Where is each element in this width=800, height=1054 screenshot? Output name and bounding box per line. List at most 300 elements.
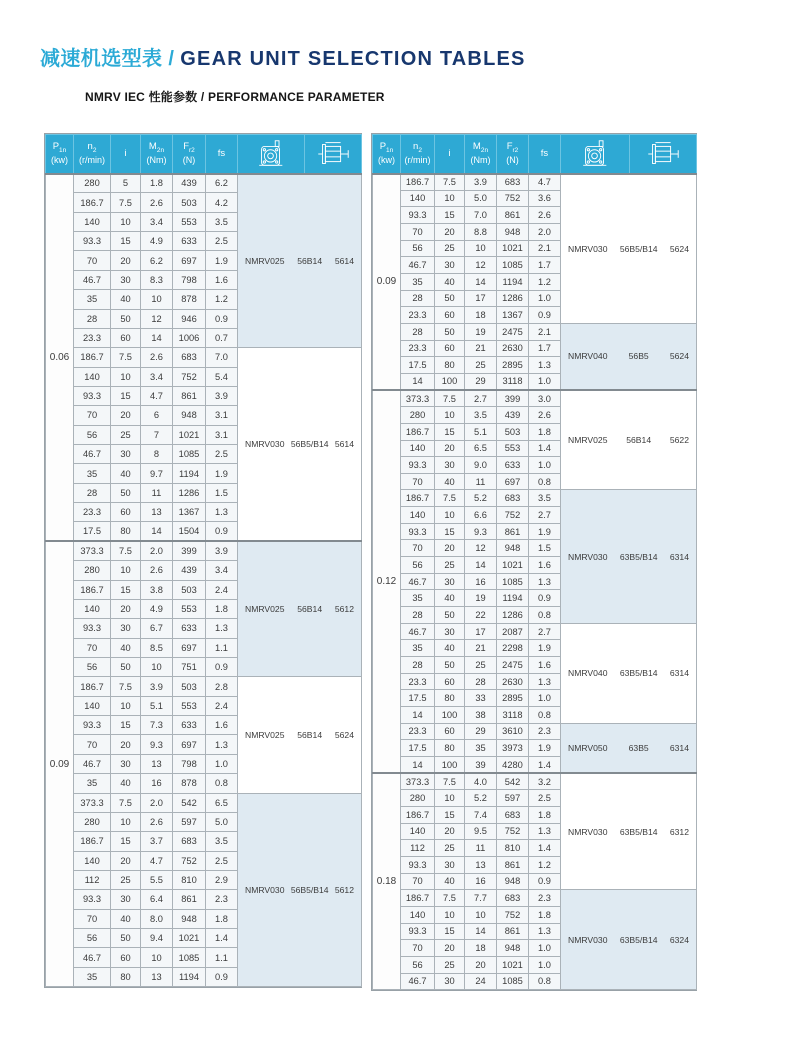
ratio-cell: 10 bbox=[111, 812, 141, 831]
radial-force-cell: 597 bbox=[173, 812, 206, 831]
gearbox-model: NMRV040 bbox=[568, 668, 608, 679]
ratio-cell: 80 bbox=[111, 522, 141, 541]
torque-cell: 5.1 bbox=[141, 696, 173, 715]
ratio-cell: 40 bbox=[435, 473, 465, 490]
service-factor-cell: 1.3 bbox=[529, 357, 561, 374]
ratio-cell: 80 bbox=[435, 690, 465, 707]
service-factor-cell: 6.2 bbox=[206, 174, 238, 193]
service-factor-cell: 1.8 bbox=[529, 806, 561, 823]
n2-cell: 186.7 bbox=[74, 832, 111, 851]
radial-force-cell: 683 bbox=[497, 890, 529, 907]
n2-cell: 46.7 bbox=[74, 948, 111, 967]
n2-cell: 373.3 bbox=[401, 773, 435, 790]
torque-cell: 5.2 bbox=[465, 490, 497, 507]
header-subscript: r2 bbox=[512, 147, 519, 155]
torque-cell: 19 bbox=[465, 323, 497, 340]
n2-cell: 93.3 bbox=[74, 890, 111, 909]
header-symbol: fs bbox=[540, 148, 549, 160]
radial-force-cell: 697 bbox=[173, 638, 206, 657]
radial-force-cell: 2895 bbox=[497, 357, 529, 374]
ratio-cell: 40 bbox=[111, 909, 141, 928]
service-factor-cell: 1.3 bbox=[529, 573, 561, 590]
model-cell bbox=[238, 677, 362, 793]
n2-cell: 93.3 bbox=[74, 619, 111, 638]
ratio-cell: 15 bbox=[435, 923, 465, 940]
service-factor-cell: 2.5 bbox=[206, 851, 238, 870]
radial-force-cell: 1085 bbox=[497, 573, 529, 590]
header-symbol: i bbox=[448, 148, 451, 160]
ratio-cell: 40 bbox=[435, 873, 465, 890]
service-factor-cell: 2.5 bbox=[206, 232, 238, 251]
torque-cell: 9.3 bbox=[465, 523, 497, 540]
n2-cell: 35 bbox=[74, 290, 111, 309]
model-cell bbox=[561, 890, 697, 990]
service-factor-cell: 2.3 bbox=[529, 890, 561, 907]
ratio-cell: 50 bbox=[435, 657, 465, 674]
torque-cell: 17 bbox=[465, 290, 497, 307]
model-cell-content bbox=[561, 935, 696, 945]
service-factor-cell: 5.4 bbox=[206, 367, 238, 386]
power-cell: 0.12 bbox=[373, 390, 401, 773]
torque-cell: 38 bbox=[465, 707, 497, 724]
torque-cell: 6.4 bbox=[141, 890, 173, 909]
service-factor-cell: 6.5 bbox=[206, 793, 238, 812]
table-row bbox=[373, 174, 697, 191]
gearbox-model: NMRV050 bbox=[568, 742, 608, 753]
n2-cell: 280 bbox=[74, 174, 111, 193]
header-unit: (N) bbox=[506, 154, 519, 165]
n2-cell: 140 bbox=[74, 599, 111, 618]
torque-cell: 6.7 bbox=[141, 619, 173, 638]
table-row bbox=[373, 390, 697, 407]
col-header-fr2 bbox=[173, 135, 206, 174]
ratio-cell: 40 bbox=[435, 640, 465, 657]
radial-force-cell: 503 bbox=[173, 677, 206, 696]
torque-cell: 3.4 bbox=[141, 212, 173, 231]
ratio-cell: 50 bbox=[111, 483, 141, 502]
torque-cell: 24 bbox=[465, 973, 497, 990]
radial-force-cell: 1194 bbox=[497, 273, 529, 290]
service-factor-cell: 1.2 bbox=[206, 290, 238, 309]
torque-cell: 12 bbox=[465, 257, 497, 274]
torque-cell: 14 bbox=[141, 328, 173, 347]
service-factor-cell: 0.9 bbox=[206, 522, 238, 541]
model-cell-content bbox=[238, 604, 361, 614]
n2-cell: 17.5 bbox=[401, 740, 435, 757]
header-subscript: 2n bbox=[156, 147, 165, 155]
service-factor-cell: 3.6 bbox=[529, 190, 561, 207]
torque-cell: 33 bbox=[465, 690, 497, 707]
table-row bbox=[373, 623, 697, 640]
radial-force-cell: 399 bbox=[497, 390, 529, 407]
service-factor-cell: 4.2 bbox=[206, 193, 238, 212]
header-symbol: i bbox=[124, 148, 127, 160]
service-factor-cell: 0.9 bbox=[529, 307, 561, 324]
header-symbol: M bbox=[472, 141, 481, 153]
torque-cell: 14 bbox=[465, 273, 497, 290]
radial-force-cell: 3118 bbox=[497, 707, 529, 724]
torque-cell: 4.7 bbox=[141, 386, 173, 405]
header-symbol: F bbox=[183, 141, 190, 153]
service-factor-cell: 2.3 bbox=[529, 723, 561, 740]
torque-cell: 7.7 bbox=[465, 890, 497, 907]
service-factor-cell: 3.5 bbox=[206, 832, 238, 851]
torque-cell: 9.0 bbox=[465, 457, 497, 474]
n2-cell: 93.3 bbox=[401, 457, 435, 474]
radial-force-cell: 752 bbox=[497, 190, 529, 207]
n2-cell: 46.7 bbox=[74, 754, 111, 773]
subtitle: NMRV IEC 性能参数 / PERFORMANCE PARAMETER bbox=[85, 90, 385, 104]
header-unit: (Nm) bbox=[470, 154, 491, 165]
radial-force-cell: 1021 bbox=[497, 557, 529, 574]
n2-cell: 28 bbox=[401, 607, 435, 624]
page-title bbox=[40, 42, 526, 71]
flange-size: 63B5/B14 bbox=[619, 934, 658, 945]
n2-cell: 93.3 bbox=[401, 523, 435, 540]
ratio-cell: 80 bbox=[435, 357, 465, 374]
n2-cell: 140 bbox=[401, 190, 435, 207]
service-factor-cell: 1.9 bbox=[206, 251, 238, 270]
ratio-cell: 100 bbox=[435, 373, 465, 390]
torque-cell: 2.6 bbox=[141, 193, 173, 212]
model-cell bbox=[561, 623, 697, 723]
header-symbol: fs bbox=[217, 148, 226, 160]
header-symbol: n bbox=[413, 141, 419, 153]
torque-cell: 9.5 bbox=[465, 823, 497, 840]
radial-force-cell: 878 bbox=[173, 290, 206, 309]
gear-table-right bbox=[371, 133, 697, 991]
torque-cell: 5.1 bbox=[465, 423, 497, 440]
torque-cell: 17 bbox=[465, 623, 497, 640]
n2-cell: 280 bbox=[401, 790, 435, 807]
n2-cell: 23.3 bbox=[401, 307, 435, 324]
radial-force-cell: 633 bbox=[497, 457, 529, 474]
service-factor-cell: 3.2 bbox=[529, 773, 561, 790]
ratio-cell: 50 bbox=[111, 929, 141, 948]
radial-force-cell: 683 bbox=[497, 806, 529, 823]
radial-force-cell: 752 bbox=[497, 823, 529, 840]
service-factor-cell: 0.8 bbox=[529, 607, 561, 624]
torque-cell: 2.0 bbox=[141, 793, 173, 812]
service-factor-cell: 2.7 bbox=[529, 507, 561, 524]
radial-force-cell: 2475 bbox=[497, 657, 529, 674]
header-subscript: 2n bbox=[480, 147, 489, 155]
n2-cell: 56 bbox=[74, 657, 111, 676]
flange-size: 63B5/B14 bbox=[619, 551, 658, 562]
torque-cell: 3.8 bbox=[141, 580, 173, 599]
ratio-cell: 50 bbox=[435, 607, 465, 624]
service-factor-cell: 1.0 bbox=[529, 457, 561, 474]
service-factor-cell: 1.5 bbox=[206, 483, 238, 502]
n2-cell: 93.3 bbox=[401, 923, 435, 940]
n2-cell: 35 bbox=[401, 273, 435, 290]
service-factor-cell: 3.9 bbox=[206, 541, 238, 560]
radial-force-cell: 946 bbox=[173, 309, 206, 328]
radial-force-cell: 798 bbox=[173, 754, 206, 773]
n2-cell: 23.3 bbox=[401, 723, 435, 740]
torque-cell: 5.0 bbox=[465, 190, 497, 207]
table-row bbox=[46, 677, 362, 696]
header-subscript: 1n bbox=[59, 147, 67, 155]
gearbox-model: NMRV040 bbox=[568, 351, 608, 362]
header-subscript: 1n bbox=[386, 147, 394, 155]
torque-cell: 10 bbox=[141, 948, 173, 967]
radial-force-cell: 597 bbox=[497, 790, 529, 807]
torque-cell: 12 bbox=[465, 540, 497, 557]
radial-force-cell: 683 bbox=[173, 348, 206, 367]
n2-cell: 28 bbox=[74, 483, 111, 502]
service-factor-cell: 1.6 bbox=[529, 557, 561, 574]
model-cell-content bbox=[561, 552, 696, 562]
torque-cell: 3.9 bbox=[465, 174, 497, 191]
radial-force-cell: 1021 bbox=[173, 425, 206, 444]
ratio-cell: 7.5 bbox=[111, 193, 141, 212]
power-cell: 0.09 bbox=[46, 541, 74, 986]
ratio-cell: 25 bbox=[435, 557, 465, 574]
torque-cell: 8.0 bbox=[141, 909, 173, 928]
ratio-cell: 50 bbox=[435, 323, 465, 340]
flange-size: 63B5/B14 bbox=[619, 826, 658, 837]
radial-force-cell: 683 bbox=[497, 174, 529, 191]
power-cell: 0.18 bbox=[373, 773, 401, 990]
header-subscript: 2 bbox=[418, 147, 422, 155]
torque-cell: 21 bbox=[465, 340, 497, 357]
ratio-cell: 30 bbox=[435, 623, 465, 640]
radial-force-cell: 503 bbox=[173, 580, 206, 599]
ratio-cell: 15 bbox=[111, 386, 141, 405]
n2-cell: 23.3 bbox=[401, 340, 435, 357]
model-cell-content bbox=[561, 827, 696, 837]
ratio-cell: 10 bbox=[111, 367, 141, 386]
torque-cell: 10 bbox=[465, 906, 497, 923]
torque-cell: 25 bbox=[465, 357, 497, 374]
worm-gearbox-front-icon bbox=[561, 135, 630, 174]
torque-cell: 4.7 bbox=[141, 851, 173, 870]
n2-cell: 46.7 bbox=[401, 623, 435, 640]
ratio-cell: 25 bbox=[435, 840, 465, 857]
n2-cell: 46.7 bbox=[401, 973, 435, 990]
header-symbol: F bbox=[506, 141, 513, 153]
service-factor-cell: 0.8 bbox=[529, 707, 561, 724]
ratio-cell: 7.5 bbox=[435, 490, 465, 507]
torque-cell: 9.7 bbox=[141, 464, 173, 483]
n2-cell: 186.7 bbox=[401, 174, 435, 191]
gearbox-model: NMRV030 bbox=[568, 826, 608, 837]
n2-cell: 14 bbox=[401, 756, 435, 773]
ratio-cell: 7.5 bbox=[435, 174, 465, 191]
col-header-p1n bbox=[46, 135, 74, 174]
service-factor-cell: 2.8 bbox=[206, 677, 238, 696]
gearbox-motor-side-icon bbox=[630, 135, 697, 174]
service-factor-cell: 2.3 bbox=[206, 890, 238, 909]
gear-table-left bbox=[44, 133, 362, 988]
radial-force-cell: 683 bbox=[173, 832, 206, 851]
service-factor-cell: 1.1 bbox=[206, 638, 238, 657]
service-factor-cell: 1.4 bbox=[529, 440, 561, 457]
n2-cell: 56 bbox=[401, 240, 435, 257]
header-unit: (N) bbox=[182, 154, 196, 165]
service-factor-cell: 1.3 bbox=[529, 923, 561, 940]
torque-cell: 9.4 bbox=[141, 929, 173, 948]
n2-cell: 70 bbox=[74, 251, 111, 270]
service-factor-cell: 1.6 bbox=[206, 716, 238, 735]
n2-cell: 93.3 bbox=[74, 386, 111, 405]
service-factor-cell: 1.0 bbox=[529, 290, 561, 307]
torque-cell: 13 bbox=[141, 967, 173, 986]
table-row bbox=[46, 793, 362, 812]
n2-cell: 140 bbox=[401, 823, 435, 840]
torque-cell: 4.9 bbox=[141, 232, 173, 251]
model-cell-content bbox=[238, 256, 361, 266]
radial-force-cell: 1021 bbox=[497, 956, 529, 973]
n2-cell: 23.3 bbox=[401, 673, 435, 690]
radial-force-cell: 633 bbox=[173, 716, 206, 735]
gearbox-model: NMRV030 bbox=[568, 934, 608, 945]
torque-cell: 14 bbox=[141, 522, 173, 541]
service-factor-cell: 0.8 bbox=[206, 774, 238, 793]
model-cell bbox=[238, 541, 362, 677]
gearbox-model: NMRV025 bbox=[568, 435, 608, 446]
n2-cell: 140 bbox=[401, 906, 435, 923]
service-factor-cell: 4.7 bbox=[529, 174, 561, 191]
n2-cell: 70 bbox=[401, 940, 435, 957]
torque-cell: 10 bbox=[141, 657, 173, 676]
flange-size: 56B14 bbox=[297, 604, 323, 615]
torque-cell: 2.6 bbox=[141, 812, 173, 831]
n2-cell: 93.3 bbox=[74, 716, 111, 735]
torque-cell: 11 bbox=[465, 473, 497, 490]
gear-unit-selection-table bbox=[372, 134, 697, 990]
ratio-cell: 15 bbox=[111, 832, 141, 851]
torque-cell: 8.3 bbox=[141, 270, 173, 289]
n2-cell: 35 bbox=[74, 774, 111, 793]
radial-force-cell: 948 bbox=[497, 873, 529, 890]
service-factor-cell: 2.5 bbox=[529, 790, 561, 807]
radial-force-cell: 542 bbox=[173, 793, 206, 812]
n2-cell: 70 bbox=[74, 406, 111, 425]
service-factor-cell: 1.9 bbox=[206, 464, 238, 483]
ratio-code: 5614 bbox=[334, 255, 354, 266]
torque-cell: 10 bbox=[465, 240, 497, 257]
n2-cell: 23.3 bbox=[74, 328, 111, 347]
torque-cell: 9.3 bbox=[141, 735, 173, 754]
col-header-fs bbox=[206, 135, 238, 174]
service-factor-cell: 2.1 bbox=[529, 240, 561, 257]
torque-cell: 16 bbox=[465, 873, 497, 890]
torque-cell: 19 bbox=[465, 590, 497, 607]
radial-force-cell: 553 bbox=[497, 440, 529, 457]
gearbox-model: NMRV025 bbox=[245, 255, 285, 266]
n2-cell: 373.3 bbox=[74, 541, 111, 560]
torque-cell: 14 bbox=[465, 923, 497, 940]
service-factor-cell: 1.8 bbox=[529, 423, 561, 440]
radial-force-cell: 1367 bbox=[173, 503, 206, 522]
ratio-cell: 40 bbox=[111, 290, 141, 309]
n2-cell: 186.7 bbox=[401, 890, 435, 907]
radial-force-cell: 861 bbox=[173, 386, 206, 405]
ratio-code: 5624 bbox=[334, 729, 354, 740]
n2-cell: 70 bbox=[401, 223, 435, 240]
header-symbol: n bbox=[87, 141, 93, 153]
radial-force-cell: 2630 bbox=[497, 340, 529, 357]
torque-cell: 18 bbox=[465, 940, 497, 957]
service-factor-cell: 1.3 bbox=[206, 619, 238, 638]
torque-cell: 2.0 bbox=[141, 541, 173, 560]
n2-cell: 17.5 bbox=[401, 357, 435, 374]
n2-cell: 14 bbox=[401, 707, 435, 724]
table-row bbox=[373, 323, 697, 340]
ratio-cell: 60 bbox=[111, 503, 141, 522]
ratio-code: 6312 bbox=[669, 826, 689, 837]
ratio-cell: 7.5 bbox=[111, 348, 141, 367]
service-factor-cell: 1.8 bbox=[529, 906, 561, 923]
torque-cell: 6.5 bbox=[465, 440, 497, 457]
table-row bbox=[46, 541, 362, 560]
radial-force-cell: 1194 bbox=[497, 590, 529, 607]
ratio-cell: 25 bbox=[435, 240, 465, 257]
gearbox-model: NMRV030 bbox=[568, 551, 608, 562]
ratio-code: 5614 bbox=[334, 439, 354, 450]
service-factor-cell: 0.8 bbox=[529, 473, 561, 490]
radial-force-cell: 861 bbox=[497, 923, 529, 940]
service-factor-cell: 1.3 bbox=[206, 503, 238, 522]
torque-cell: 1.8 bbox=[141, 174, 173, 193]
torque-cell: 28 bbox=[465, 673, 497, 690]
table-row bbox=[373, 890, 697, 907]
ratio-cell: 7.5 bbox=[435, 390, 465, 407]
n2-cell: 140 bbox=[74, 696, 111, 715]
ratio-cell: 20 bbox=[111, 251, 141, 270]
radial-force-cell: 861 bbox=[497, 207, 529, 224]
torque-cell: 6.2 bbox=[141, 251, 173, 270]
service-factor-cell: 1.7 bbox=[529, 340, 561, 357]
power-cell: 0.09 bbox=[373, 174, 401, 391]
header-symbol: P bbox=[52, 141, 60, 153]
n2-cell: 70 bbox=[74, 638, 111, 657]
radial-force-cell: 697 bbox=[173, 251, 206, 270]
radial-force-cell: 1367 bbox=[497, 307, 529, 324]
ratio-cell: 15 bbox=[111, 716, 141, 735]
ratio-cell: 80 bbox=[435, 740, 465, 757]
ratio-cell: 20 bbox=[435, 440, 465, 457]
table-row bbox=[373, 773, 697, 790]
service-factor-cell: 1.2 bbox=[529, 856, 561, 873]
torque-cell: 7 bbox=[141, 425, 173, 444]
n2-cell: 23.3 bbox=[74, 503, 111, 522]
col-header-fr2 bbox=[497, 135, 529, 174]
radial-force-cell: 752 bbox=[173, 851, 206, 870]
model-cell bbox=[561, 490, 697, 623]
service-factor-cell: 7.0 bbox=[206, 348, 238, 367]
n2-cell: 140 bbox=[74, 851, 111, 870]
header-symbol: M bbox=[148, 141, 157, 153]
gear-unit-selection-table bbox=[45, 134, 362, 987]
model-cell-content bbox=[561, 668, 696, 678]
n2-cell: 56 bbox=[74, 425, 111, 444]
ratio-cell: 30 bbox=[111, 270, 141, 289]
service-factor-cell: 3.5 bbox=[529, 490, 561, 507]
n2-cell: 280 bbox=[74, 561, 111, 580]
radial-force-cell: 553 bbox=[173, 212, 206, 231]
service-factor-cell: 1.9 bbox=[529, 740, 561, 757]
torque-cell: 39 bbox=[465, 756, 497, 773]
ratio-cell: 60 bbox=[435, 307, 465, 324]
ratio-cell: 10 bbox=[435, 790, 465, 807]
header-row bbox=[373, 135, 697, 174]
radial-force-cell: 878 bbox=[173, 774, 206, 793]
ratio-cell: 60 bbox=[435, 723, 465, 740]
torque-cell: 25 bbox=[465, 657, 497, 674]
